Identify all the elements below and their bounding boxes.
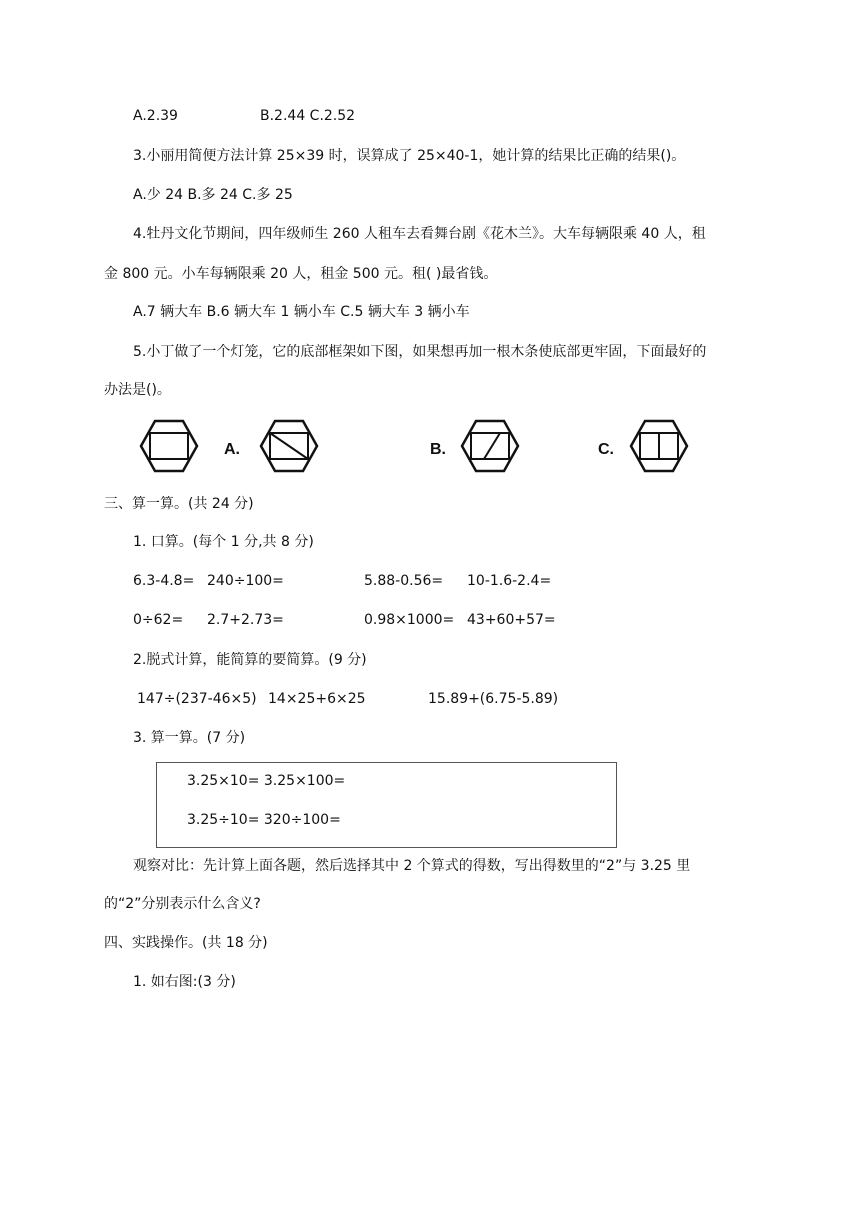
oral-calc-item: 2.7+2.73= — [207, 612, 284, 628]
compare-question-line1: 观察对比：先计算上面各题，然后选择其中 2 个算式的得数，写出得数里的“2”与 3.25 里 — [133, 858, 691, 874]
oral-calc-item: 0÷62= — [133, 612, 184, 628]
q5-stem-line1: 5.小丁做了一个灯笼，它的底部框架如下图，如果想再加一根木条使底部更牢固，下面最好的 — [133, 344, 707, 360]
step-calc-item: 147÷(237-46×5) — [137, 691, 257, 707]
oral-calc-item: 5.88-0.56= — [364, 573, 444, 589]
q4-options: A.7 辆大车 B.6 辆大车 1 辆小车 C.5 辆大车 3 辆小车 — [133, 304, 470, 320]
step-calc-heading: 2.脱式计算，能简算的要简算。(9 分) — [133, 652, 367, 668]
q3-options: A.少 24 B.多 24 C.多 25 — [133, 187, 293, 203]
oral-calc-item: 43+60+57= — [467, 612, 556, 628]
calc-box-line: 3.25÷10= 320÷100= — [187, 812, 341, 828]
step-calc-item: 14×25+6×25 — [268, 691, 366, 707]
q4-stem-line1: 4.牡丹文化节期间，四年级师生 260 人租车去看舞台剧《花木兰》。大车每辆限乘 40 人，租 — [133, 226, 706, 242]
calc-box-line: 3.25×10= 3.25×100= — [187, 773, 346, 789]
oral-calc-heading: 1. 口算。(每个 1 分,共 8 分) — [133, 534, 314, 550]
lantern-frame-option-a-figure — [258, 418, 320, 474]
lantern-frame-option-c-figure — [628, 418, 690, 474]
oral-calc-item: 240÷100= — [207, 573, 284, 589]
q5-stem-line2: 办法是()。 — [104, 382, 171, 398]
q4-stem-line2: 金 800 元。小车每辆限乘 20 人，租金 500 元。租( )最省钱。 — [104, 266, 498, 282]
q2-option-a: A.2.39 — [133, 108, 178, 124]
lantern-frame-option-b-figure — [459, 418, 521, 474]
practice-q1-heading: 1. 如右图:(3 分) — [133, 974, 236, 990]
calc-heading: 3. 算一算。(7 分) — [133, 730, 246, 746]
section3-heading: 三、算一算。(共 24 分) — [104, 496, 254, 512]
figure-label-a: A. — [224, 441, 240, 458]
compare-question-line2: 的“2”分别表示什么含义? — [104, 896, 261, 912]
figure-label-b: B. — [430, 441, 446, 458]
lantern-frame-original-figure — [138, 418, 200, 474]
oral-calc-item: 10-1.6-2.4= — [467, 573, 552, 589]
section4-heading: 四、实践操作。(共 18 分) — [104, 935, 268, 951]
oral-calc-item: 6.3-4.8= — [133, 573, 195, 589]
oral-calc-item: 0.98×1000= — [364, 612, 455, 628]
q3-stem: 3.小丽用简便方法计算 25×39 时，误算成了 25×40-1，她计算的结果比正确的结果()。 — [133, 148, 686, 164]
q2-options-bc: B.2.44 C.2.52 — [260, 108, 356, 124]
step-calc-item: 15.89+(6.75-5.89) — [428, 691, 559, 707]
figure-label-c: C. — [598, 441, 614, 458]
